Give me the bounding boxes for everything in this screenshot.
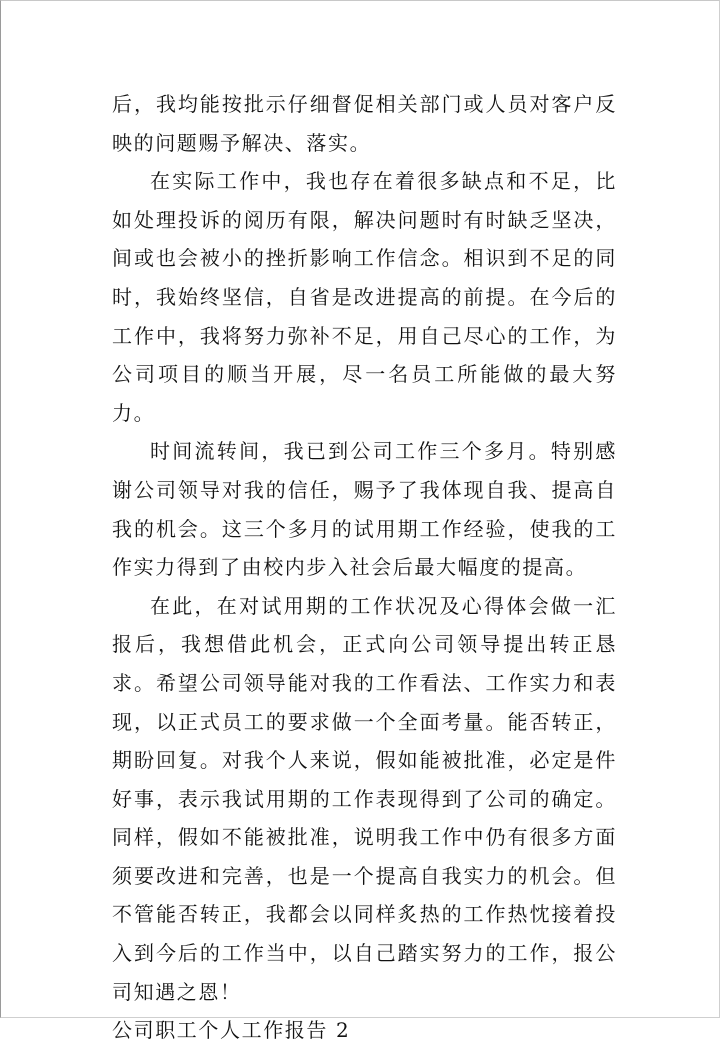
section-heading: 公司职工个人工作报告 2 <box>112 1018 351 1043</box>
paragraph-regularization-request: 在此，在对试用期的工作状况及心得体会做一汇报后，我想借此机会，正式向公司领导提出转正恳求。希望公司领导能对我的工作看法、工作实力和表现，以正式员工的要求做一个全面考量。能否转正，期盼回复。对我个人来说，假如能被批准，必定是件好事，表示我试用期的工作表现得到了公司的确定。同样，假如不能被批准，说明我工作中仍有很多方面须要改进和完善，也是一个提高自我实力的机会。但不管能否转正，我都会以同样炙热的工作热忱接着投入到今后的工作当中，以自己踏实努力的工作，报公司知遇之恩！ <box>112 593 617 1004</box>
paragraph-gratitude: 时间流转间，我已到公司工作三个多月。特别感谢公司领导对我的信任，赐予了我体现自我、提高自我的机会。这三个多月的试用期工作经验，使我的工作实力得到了由校内步入社会后最大幅度的提高。 <box>112 439 617 580</box>
document-body <box>112 85 617 1050</box>
paragraph-shortcomings: 在实际工作中，我也存在着很多缺点和不足，比如处理投诉的阅历有限，解决问题时有时缺乏坚决，间或也会被小的挫折影响工作信念。相识到不足的同时，我始终坚信，自省是改进提高的前提。在今后的工作中，我将努力弥补不足，用自己尽心的工作，为公司项目的顺当开展，尽一名员工所能做的最大努力。 <box>112 169 617 425</box>
paragraph-continuation: 后，我均能按批示仔细督促相关部门或人员对客户反映的问题赐予解决、落实。 <box>112 92 617 155</box>
